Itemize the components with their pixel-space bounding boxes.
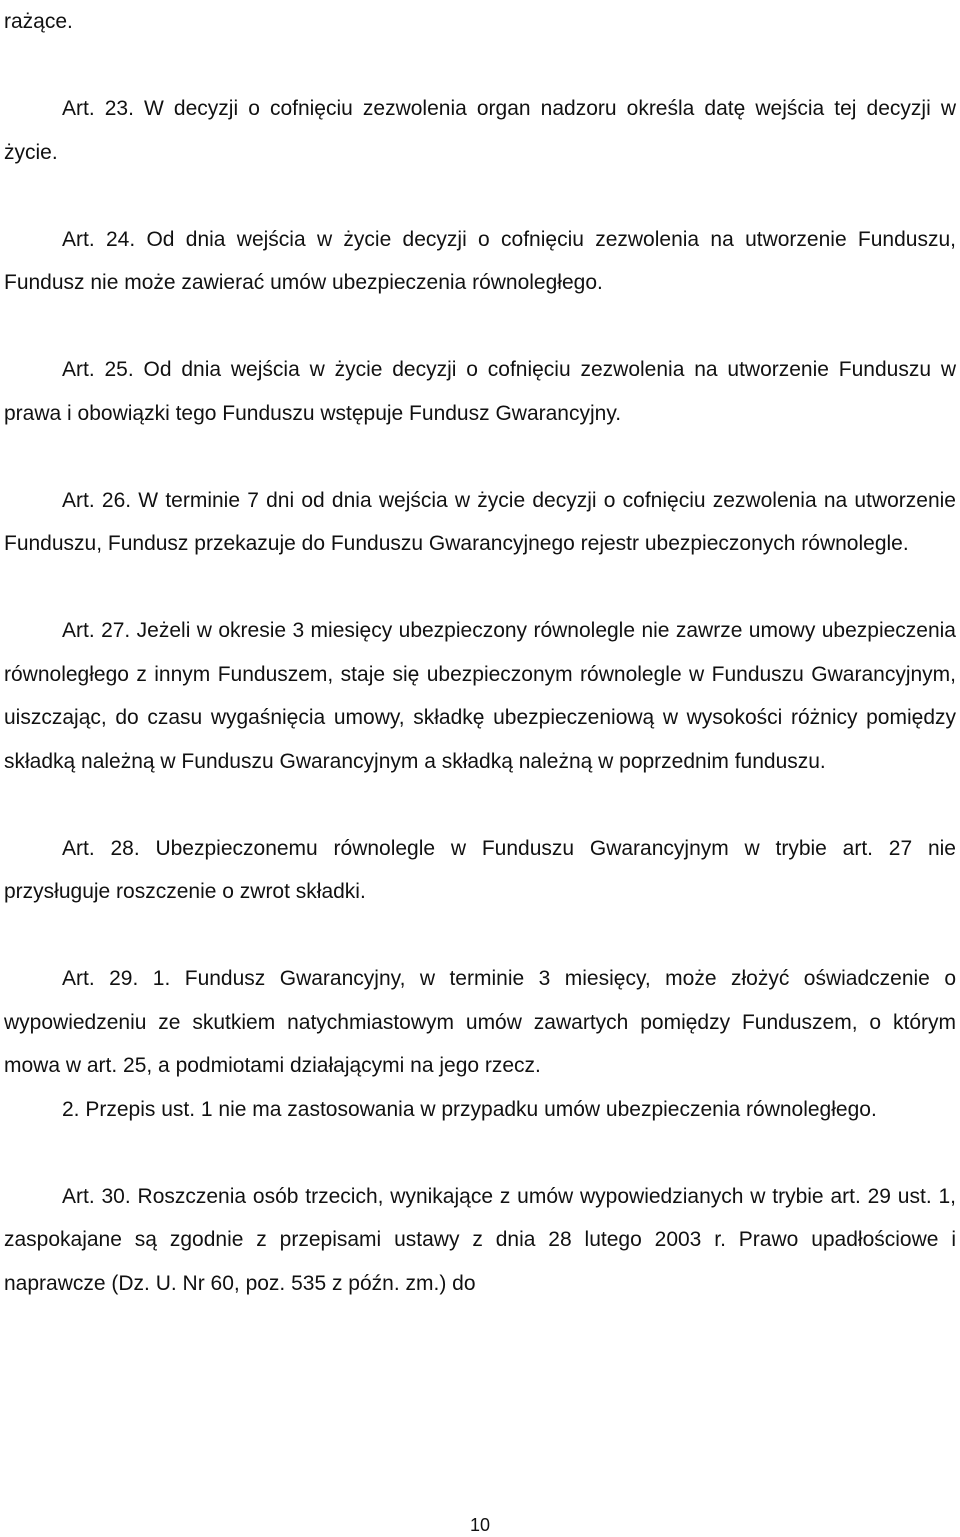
- paragraph-art-30: Art. 30. Roszczenia osób trzecich, wynikające z umów wypowiedzianych w trybie art. 29 ust. 1, zaspokajane są zgodnie z przepisami ustawy z dnia 28 lutego 2003 r. Prawo upadłościowe i naprawcze (Dz. U. Nr 60, poz. 535 z późn. zm.) do: [4, 1184, 956, 1295]
- paragraph-gap: [0, 44, 960, 88]
- paragraph-gap: [0, 783, 960, 827]
- paragraph-art-29-ust-2: 2. Przepis ust. 1 nie ma zastosowania w przypadku umów ubezpieczenia równoległego.: [62, 1097, 877, 1121]
- paragraph-gap: [0, 566, 960, 610]
- paragraph-art-24: Art. 24. Od dnia wejścia w życie decyzji o cofnięciu zezwolenia na utworzenie Funduszu, Fundusz nie może zawierać umów ubezpieczenia równoległego.: [4, 227, 956, 294]
- paragraph-art-25: Art. 25. Od dnia wejścia w życie decyzji o cofnięciu zezwolenia na utworzenie Funduszu w prawa i obowiązki tego Funduszu wstępuje Fundusz Gwarancyjny.: [4, 358, 956, 425]
- paragraph-art-29-ust-1: Art. 29. 1. Fundusz Gwarancyjny, w terminie 3 miesięcy, może złożyć oświadczenie o wypowiedzeniu ze skutkiem natychmiastowym umów zawartych pomiędzy Funduszem, o którym mowa w art. 25, a podmiotami działającymi na jego rzecz.: [4, 967, 956, 1077]
- paragraph-art-28: Art. 28. Ubezpieczonemu równolegle w Funduszu Gwarancyjnym w trybie art. 27 nie przysługuje roszczenie o zwrot składki.: [4, 836, 956, 903]
- paragraph-art-27: Art. 27. Jeżeli w okresie 3 miesięcy ubezpieczony równolegle nie zawrze umowy ubezpieczenia równoległego z innym Funduszem, staje się ubezpieczonym równolegle w Funduszu Gwarancyjnym, uiszczając, do czasu wygaśnięcia umowy, składkę ubezpieczeniową w wysokości różnicy pomiędzy składką należną w Funduszu Gwarancyjnym a składką należną w poprzednim funduszu.: [4, 619, 956, 773]
- paragraph-gap: [0, 305, 960, 349]
- paragraph-gap: [0, 435, 960, 479]
- page-number: 10: [469, 1515, 491, 1535]
- paragraph-continuation: rażące.: [4, 10, 73, 33]
- paragraph-art-23: Art. 23. W decyzji o cofnięciu zezwolenia organ nadzoru określa datę wejścia tej decyzji w życie.: [4, 97, 956, 164]
- paragraph-gap: [0, 174, 960, 218]
- paragraph-gap: [0, 914, 960, 958]
- paragraph-gap: [0, 1131, 960, 1175]
- paragraph-art-26: Art. 26. W terminie 7 dni od dnia wejścia w życie decyzji o cofnięciu zezwolenia na utworzenie Funduszu, Fundusz przekazuje do Funduszu Gwarancyjnego rejestr ubezpieczonych równolegle.: [4, 488, 956, 555]
